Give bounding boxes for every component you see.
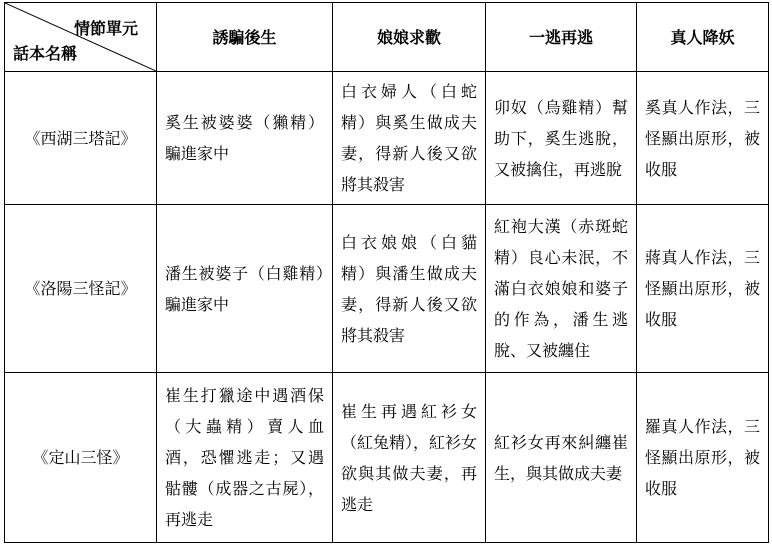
corner-label-plot-units: 情節單元 xyxy=(73,19,138,38)
corner-label-story-names: 話本名稱 xyxy=(13,44,78,63)
table-cell: 卯奴（烏雞精）幫助下，奚生逃脫，又被擒住，再逃脫 xyxy=(486,72,637,205)
table-cell: 紅袍大漢（赤斑蛇精）良心未泯，不滿白衣娘娘和婆子的作為，潘生逃脫、又被纏住 xyxy=(486,205,637,373)
corner-header-cell xyxy=(5,3,157,72)
story-comparison-table xyxy=(4,2,769,543)
table-row xyxy=(5,205,769,373)
table-cell: 蔣真人作法，三怪顯出原形，被收服 xyxy=(637,205,769,373)
table-cell: 潘生被婆子（白雞精）騙進家中 xyxy=(157,205,333,373)
table-cell: 紅衫女再來糾纏崔生，與其做成夫妻 xyxy=(486,373,637,543)
table-cell: 白衣娘娘（白貓精）與潘生做成夫妻，得新人後又欲將其殺害 xyxy=(333,205,486,373)
column-header-lure: 誘騙後生 xyxy=(157,3,333,72)
table-cell: 白衣婦人（白蛇精）與奚生做成夫妻，得新人後又欲將其殺害 xyxy=(333,72,486,205)
table-row xyxy=(5,373,769,543)
column-header-escape: 一逃再逃 xyxy=(486,3,637,72)
row-title: 《洛陽三怪記》 xyxy=(5,205,157,373)
table-cell: 奚生被婆婆（獺精）騙進家中 xyxy=(157,72,333,205)
row-title: 《定山三怪》 xyxy=(5,373,157,543)
column-header-exorcism: 真人降妖 xyxy=(637,3,769,72)
table-cell: 羅真人作法，三怪顯出原形，被收服 xyxy=(637,373,769,543)
table-cell: 崔生再遇紅衫女（紅兔精），紅衫女欲與其做夫妻，再逃走 xyxy=(333,373,486,543)
table-cell: 奚真人作法，三怪顯出原形，被收服 xyxy=(637,72,769,205)
table-cell: 崔生打獵途中遇酒保（大蟲精）賣人血酒，恐懼逃走；又遇骷髏（成器之古屍），再逃走 xyxy=(157,373,333,543)
column-header-seduction: 娘娘求歡 xyxy=(333,3,486,72)
row-title: 《西湖三塔記》 xyxy=(5,72,157,205)
header-row xyxy=(5,3,769,72)
table-row xyxy=(5,72,769,205)
